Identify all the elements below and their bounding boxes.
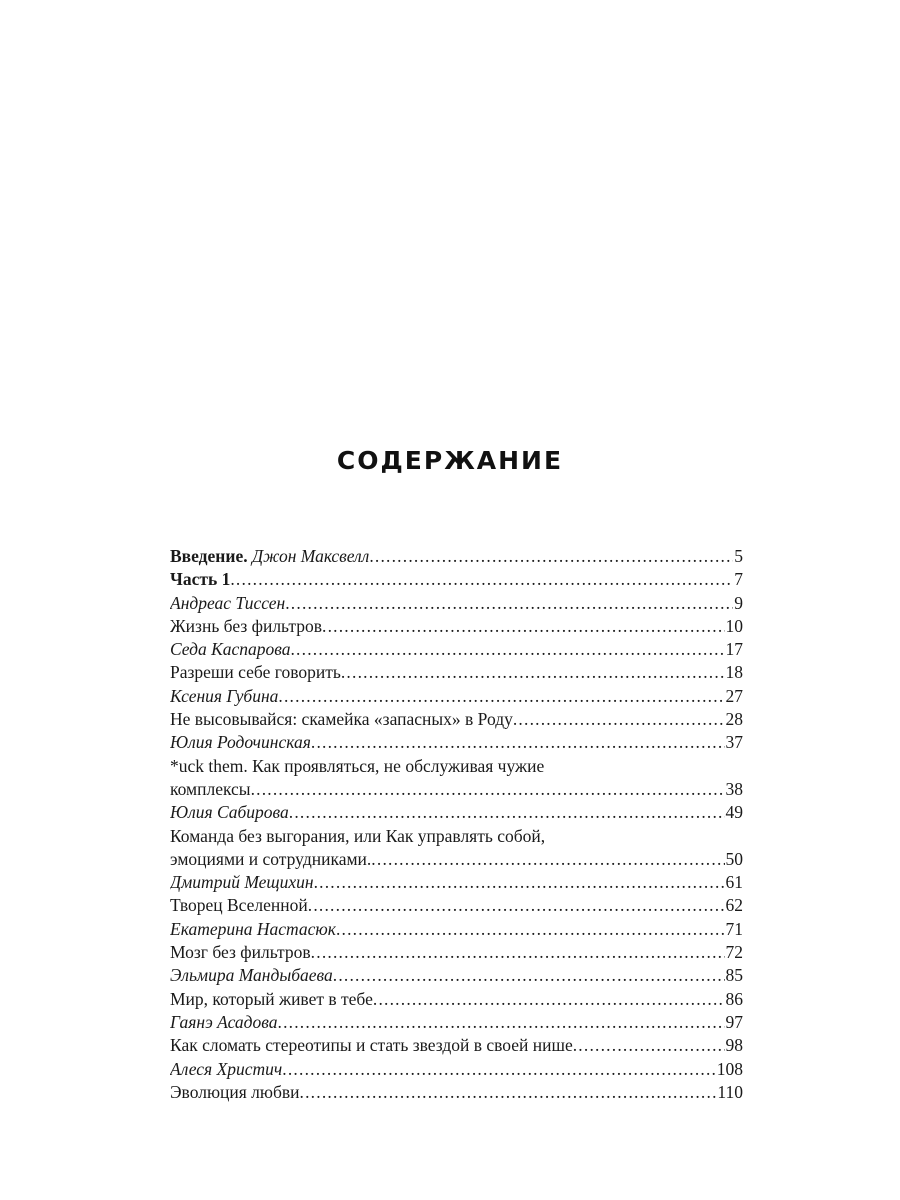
toc-entry-label [170, 988, 373, 1011]
toc-entry-text: комплексы [170, 778, 251, 799]
toc-entry[interactable] [170, 638, 743, 661]
toc-entry-row [170, 848, 743, 871]
toc-entry-label [170, 545, 369, 568]
toc-entry-label [170, 1081, 300, 1104]
toc-entry[interactable] [170, 1081, 743, 1104]
toc-entry-text: эмоциями и сотрудниками. [170, 848, 372, 869]
toc-entry[interactable] [170, 545, 743, 568]
toc-entry-label [170, 964, 333, 987]
page-number: 28 [725, 709, 743, 730]
toc-entry-label [170, 801, 289, 824]
toc-entry-label [170, 778, 251, 801]
toc-entry-label [170, 871, 314, 894]
toc-entry-text: Эльмира Мандыбаева [170, 965, 333, 986]
toc-entry-row [170, 918, 743, 941]
toc-entry-text: Джон Максвелл [251, 546, 370, 566]
toc-entry-text: Творец Вселенной [170, 895, 308, 916]
toc-entry-row [170, 708, 743, 731]
toc-entry[interactable] [170, 755, 743, 802]
toc-entry-row [170, 778, 743, 801]
toc-entry[interactable] [170, 1034, 743, 1057]
dot-leader [341, 661, 725, 684]
dot-leader [311, 941, 725, 964]
toc-entry[interactable] [170, 941, 743, 964]
dot-leader [573, 1034, 725, 1057]
toc-entry[interactable] [170, 801, 743, 824]
page-number: 108 [716, 1058, 743, 1079]
toc-entry-label [170, 661, 341, 684]
toc-entry[interactable] [170, 871, 743, 894]
toc-entry-text: Седа Каспарова [170, 639, 291, 660]
page-number: 18 [725, 662, 743, 683]
page-number: 37 [725, 732, 743, 753]
page-number: 86 [725, 988, 743, 1009]
toc-entry-label [170, 708, 513, 731]
dot-leader [282, 1058, 715, 1081]
page-number: 38 [725, 778, 743, 799]
page-number: 62 [725, 895, 743, 916]
toc-entry-label [170, 638, 290, 661]
toc-entry-text: Дмитрий Мещихин [170, 872, 314, 893]
dot-leader [278, 1011, 725, 1034]
toc-entry-text: Юлия Сабирова [170, 802, 289, 823]
toc-entry[interactable] [170, 661, 743, 684]
dot-leader [322, 615, 725, 638]
toc-entry-label [170, 685, 278, 708]
toc-entry-label [170, 848, 371, 871]
dot-leader [314, 871, 725, 894]
toc-entry-text: Гаянэ Асадова [170, 1011, 278, 1032]
page-number: 97 [725, 1011, 743, 1032]
toc-entry-row [170, 1011, 743, 1034]
toc-entry-prefix: Введение. [170, 546, 248, 566]
toc-entry-label [170, 1058, 282, 1081]
table-of-contents [170, 545, 743, 1104]
toc-entry-label [170, 941, 311, 964]
toc-heading: СОДЕРЖАНИЕ [336, 446, 564, 475]
toc-entry-row [170, 1034, 743, 1057]
page-number: 98 [725, 1035, 743, 1056]
toc-entry[interactable] [170, 731, 743, 754]
dot-leader [336, 918, 725, 941]
page-number: 5 [734, 546, 743, 566]
dot-leader [278, 685, 724, 708]
toc-entry[interactable] [170, 568, 743, 591]
page-number: 7 [734, 569, 743, 590]
page-number: 61 [725, 872, 743, 893]
dot-leader [333, 964, 725, 987]
page-number: 49 [725, 802, 743, 823]
page-number: 27 [725, 685, 743, 706]
toc-entry-row [170, 894, 743, 917]
toc-entry-text: Юлия Родочинская [170, 732, 311, 753]
toc-entry-row [170, 1081, 743, 1104]
toc-entry-text: Часть 1 [170, 569, 231, 590]
toc-entry-label [170, 918, 336, 941]
dot-leader [371, 848, 724, 871]
toc-entry-label [170, 615, 322, 638]
toc-entry-label [170, 731, 311, 754]
toc-entry-text: Андреас Тиссен [170, 592, 286, 613]
toc-entry-text: Не высовывайся: скамейка «запасных» в Роду [170, 709, 513, 730]
dot-leader [513, 708, 725, 731]
toc-entry-text: Мозг без фильтров [170, 942, 311, 963]
toc-entry-row [170, 568, 743, 591]
toc-entry-text: Жизнь без фильтров [170, 615, 322, 636]
toc-entry[interactable] [170, 825, 743, 872]
toc-entry-row [170, 1058, 743, 1081]
dot-leader [300, 1081, 717, 1104]
dot-leader [285, 592, 733, 615]
dot-leader [369, 545, 733, 568]
toc-entry-text: Эволюция любви [170, 1081, 300, 1102]
toc-entry[interactable] [170, 988, 743, 1011]
page-number: 110 [717, 1081, 743, 1102]
toc-entry-row [170, 964, 743, 987]
page-number: 85 [725, 965, 743, 986]
toc-entry-row [170, 731, 743, 754]
toc-entry[interactable] [170, 708, 743, 731]
toc-entry-row [170, 988, 743, 1011]
dot-leader [230, 568, 733, 591]
toc-entry-text: Как сломать стереотипы и стать звездой в своей нише [170, 1035, 573, 1056]
dot-leader [311, 731, 725, 754]
toc-entry-row [170, 615, 743, 638]
toc-entry-row [170, 545, 743, 568]
toc-entry-row [170, 685, 743, 708]
toc-entry[interactable] [170, 685, 743, 708]
dot-leader [308, 894, 725, 917]
toc-entry-row [170, 592, 743, 615]
toc-entry-title-line: *uck them. Как проявляться, не обслуживая чужие [170, 755, 545, 776]
toc-entry[interactable] [170, 1058, 743, 1081]
toc-entry-label [170, 1034, 573, 1057]
toc-entry[interactable] [170, 1011, 743, 1034]
toc-entry-row [170, 871, 743, 894]
page-number: 17 [725, 639, 743, 660]
dot-leader [373, 988, 725, 1011]
toc-entry[interactable] [170, 964, 743, 987]
page-number: 71 [725, 918, 743, 939]
page-number: 72 [725, 942, 743, 963]
toc-entry-title-line: Команда без выгорания, или Как управлять собой, [170, 825, 546, 846]
dot-leader [289, 801, 725, 824]
toc-entry-text: Екатерина Настасюк [170, 918, 336, 939]
toc-entry[interactable] [170, 894, 743, 917]
toc-entry-text: Разреши себе говорить [170, 662, 341, 683]
toc-entry-row [170, 801, 743, 824]
toc-entry-label [170, 894, 308, 917]
page-number: 9 [734, 592, 743, 613]
page-number: 10 [725, 615, 743, 636]
toc-entry-label [170, 1011, 278, 1034]
toc-entry[interactable] [170, 918, 743, 941]
toc-entry-text: Ксения Губина [170, 685, 279, 706]
toc-entry-row [170, 638, 743, 661]
toc-entry-text: Мир, который живет в тебе [170, 988, 373, 1009]
toc-entry-label [170, 592, 285, 615]
toc-entry-text: Алеся Христич [170, 1058, 283, 1079]
toc-entry-row [170, 941, 743, 964]
toc-entry-row [170, 661, 743, 684]
toc-entry[interactable] [170, 592, 743, 615]
dot-leader [251, 778, 725, 801]
dot-leader [290, 638, 724, 661]
page-number: 50 [725, 848, 743, 869]
toc-entry[interactable] [170, 615, 743, 638]
toc-entry-label [170, 568, 230, 591]
